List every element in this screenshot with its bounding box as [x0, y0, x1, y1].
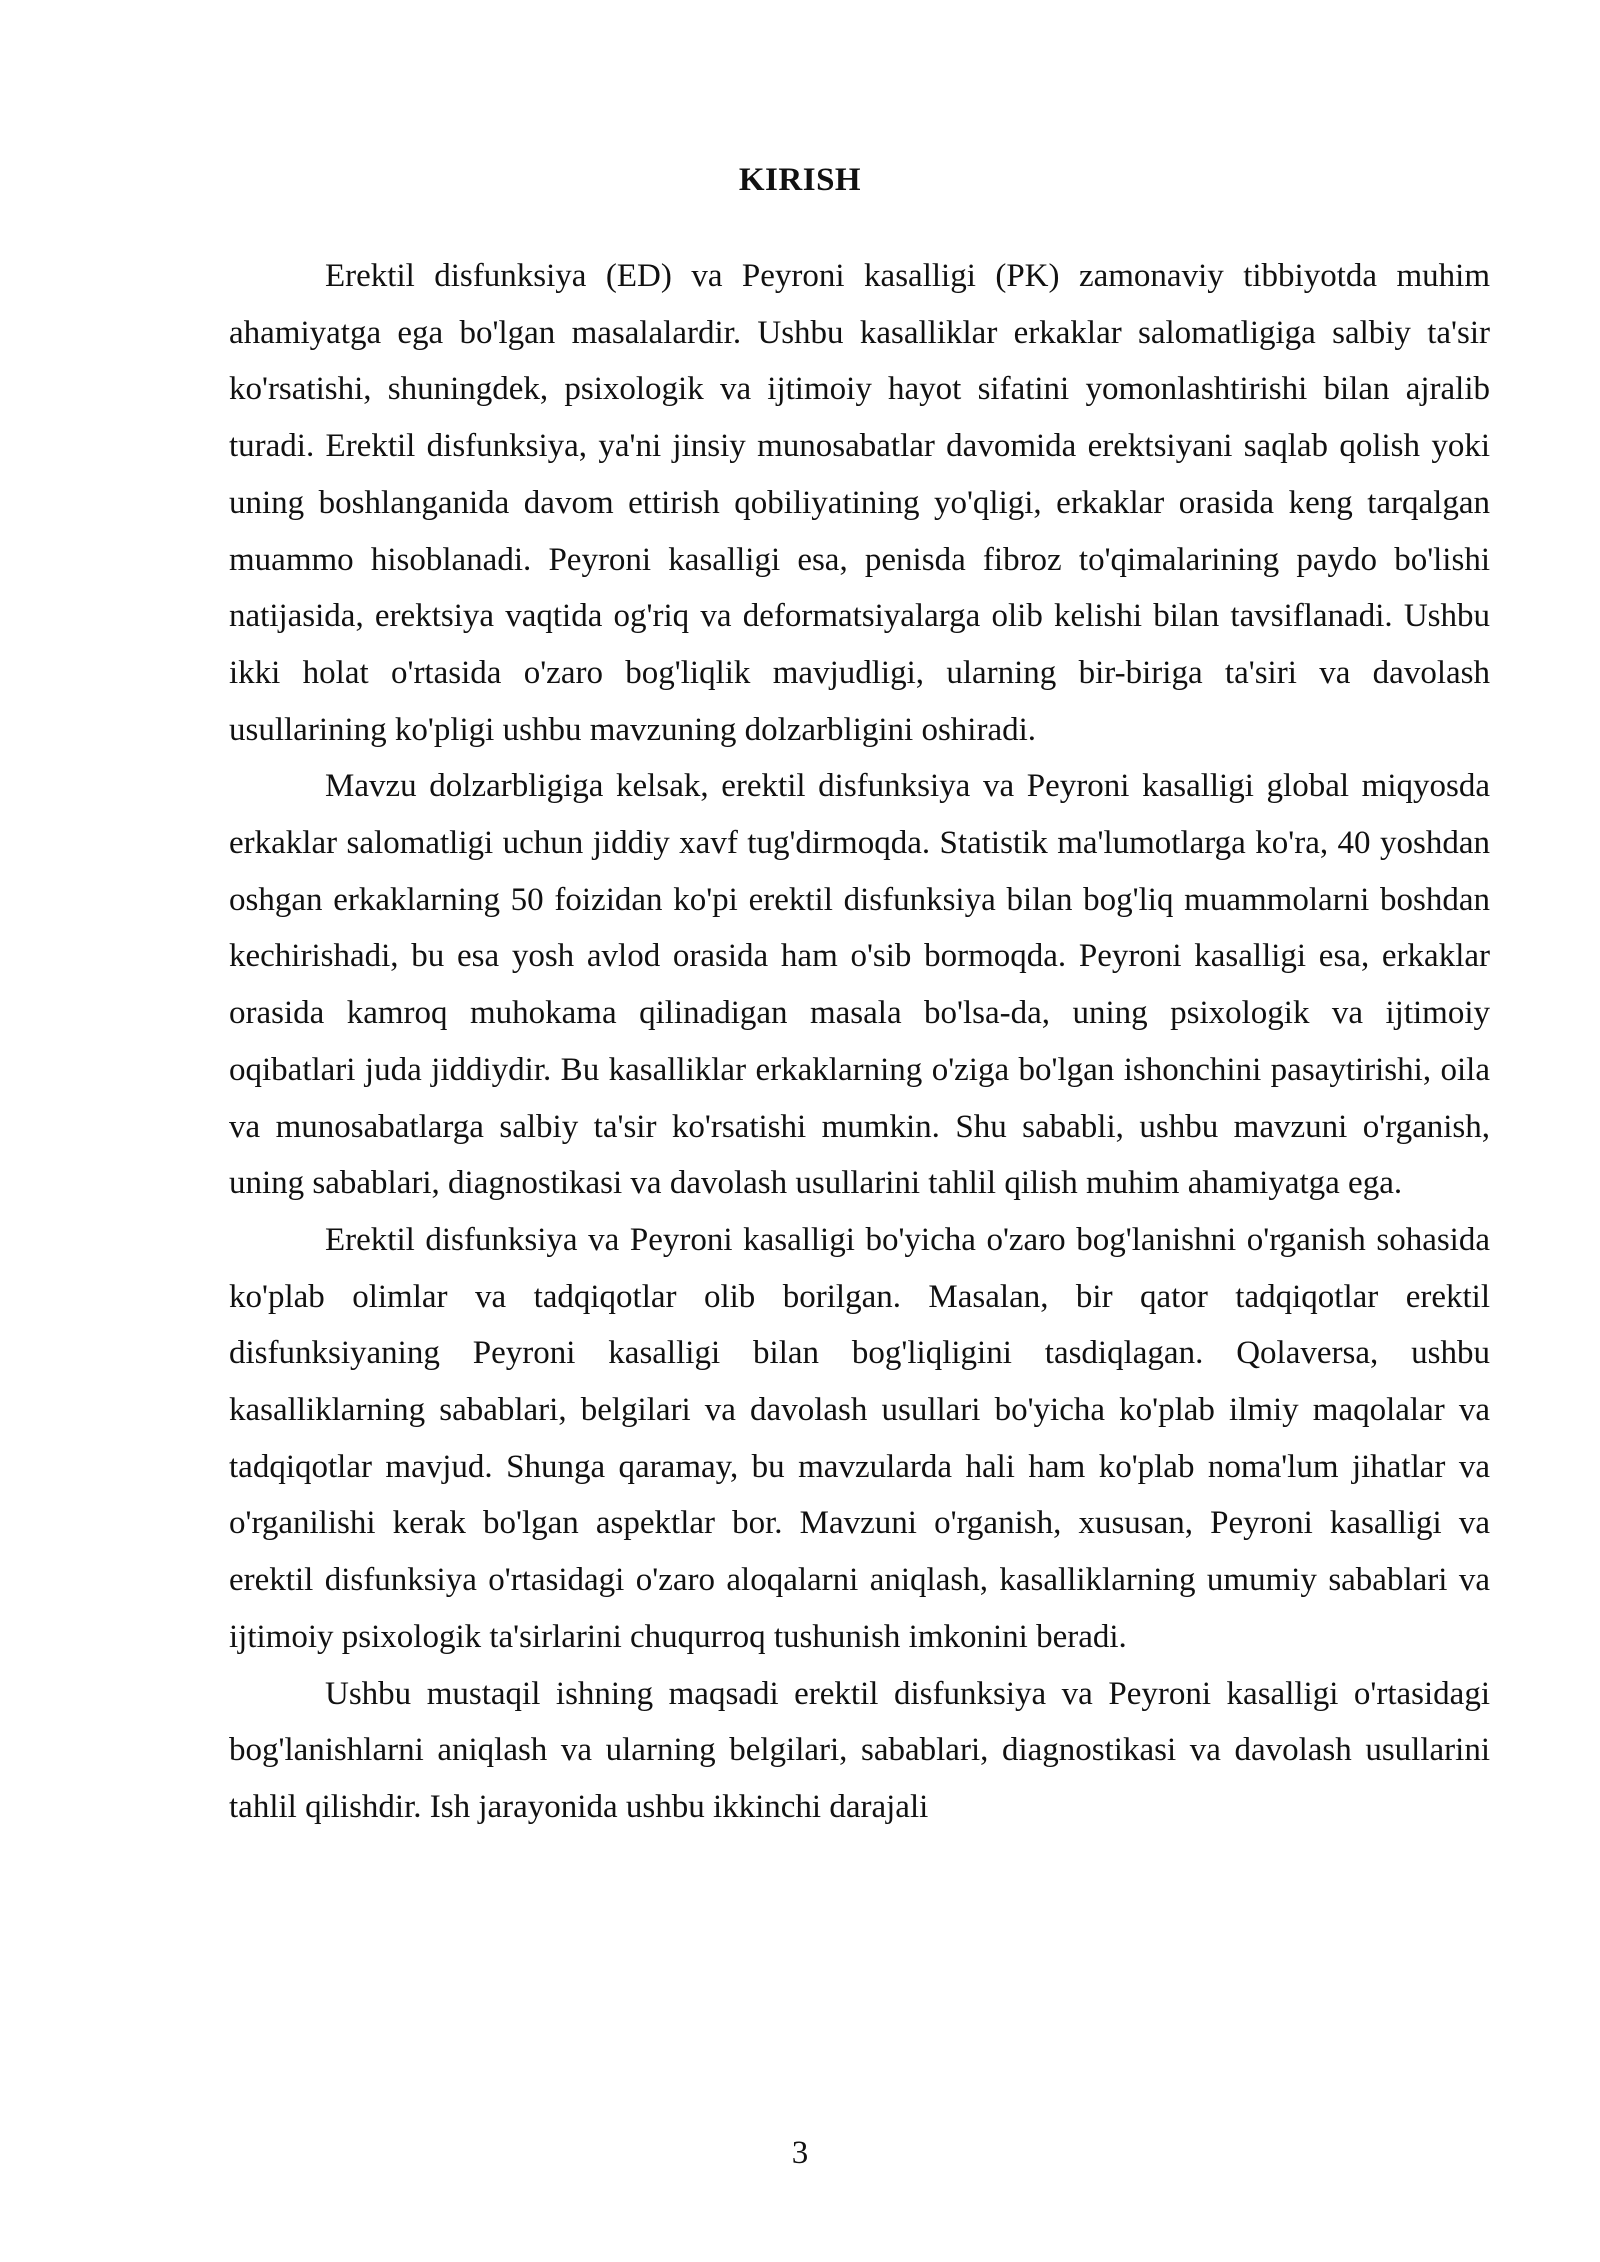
page-title: KIRISH: [738, 162, 862, 198]
paragraph-aim: Ushbu mustaqil ishning maqsadi erektil disfunksiya va Peyroni kasalligi o'rtasidagi bog'lanishlarni aniqlash va ularning belgilari, sabablari, diagnostikasi va davolash usullarini tahlil qilishdir. Ish jarayonida ushbu ikkinchi darajali: [229, 1675, 1490, 1825]
paragraph-introduction: Erektil disfunksiya (ED) va Peyroni kasalligi (PK) zamonaviy tibbiyotda muhim ahamiyatga ega bo'lgan masalalardir. Ushbu kasalliklar erkaklar salomatligiga salbiy ta'sir ko'rsatishi, shuningdek, psixologik va ijtimoiy hayot sifatini yomonlashtirishi bilan ajralib turadi. Erektil disfunksiya, ya'ni jinsiy munosabatlar davomida erektsiyani saqlab qolish yoki uning boshlanganida davom ettirish qobiliyatining yo'qligi, erkaklar orasida keng tarqalgan muammo hisoblanadi. Peyroni kasalligi esa, penisda fibroz to'qimalarining paydo bo'lishi natijasida, erektsiya vaqtida og'riq va deformatsiyalarga olib kelishi bilan tavsiflanadi. Ushbu ikki holat o'rtasida o'zaro bog'liqlik mavjudligi, ularning bir-biriga ta'siri va davolash usullarining ko'pligi ushbu mavzuning dolzarbligini oshiradi.: [229, 258, 1490, 748]
body-text: [229, 248, 1490, 1836]
page-number: 3: [791, 2135, 809, 2171]
paragraph-relevance: Mavzu dolzarbligiga kelsak, erektil disfunksiya va Peyroni kasalligi global miqyosda erkaklar salomatligi uchun jiddiy xavf tug'dirmoqda. Statistik ma'lumotlarga ko'ra, 40 yoshdan oshgan erkaklarning 50 foizidan ko'pi erektil disfunksiya bilan bog'liq muammolarni boshdan kechirishadi, bu esa yosh avlod orasida ham o'sib bormoqda. Peyroni kasalligi esa, erkaklar orasida kamroq muhokama qilinadigan masala bo'lsa-da, uning psixologik va ijtimoiy oqibatlari juda jiddiydir. Bu kasalliklar erkaklarning o'ziga bo'lgan ishonchini pasaytirishi, oila va munosabatlarga salbiy ta'sir ko'rsatishi mumkin. Shu sababli, ushbu mavzuni o'rganish, uning sabablari, diagnostikasi va davolash usullarini tahlil qilish muhim ahamiyatga ega.: [229, 768, 1490, 1202]
paragraph-research-review: Erektil disfunksiya va Peyroni kasalligi bo'yicha o'zaro bog'lanishni o'rganish sohasida ko'plab olimlar va tadqiqotlar olib borilgan. Masalan, bir qator tadqiqotlar erektil disfunksiyaning Peyroni kasalligi bilan bog'liqligini tasdiqlagan. Qolaversa, ushbu kasalliklarning sabablari, belgilari va davolash usullari bo'yicha ko'plab ilmiy maqolalar va tadqiqotlar mavjud. Shunga qaramay, bu mavzularda hali ham ko'plab noma'lum jihatlar va o'rganilishi kerak bo'lgan aspektlar bor. Mavzuni o'rganish, xususan, Peyroni kasalligi va erektil disfunksiya o'rtasidagi o'zaro aloqalarni aniqlash, kasalliklarning umumiy sabablari va ijtimoiy psixologik ta'sirlarini chuqurroq tushunish imkonini beradi.: [229, 1221, 1490, 1655]
